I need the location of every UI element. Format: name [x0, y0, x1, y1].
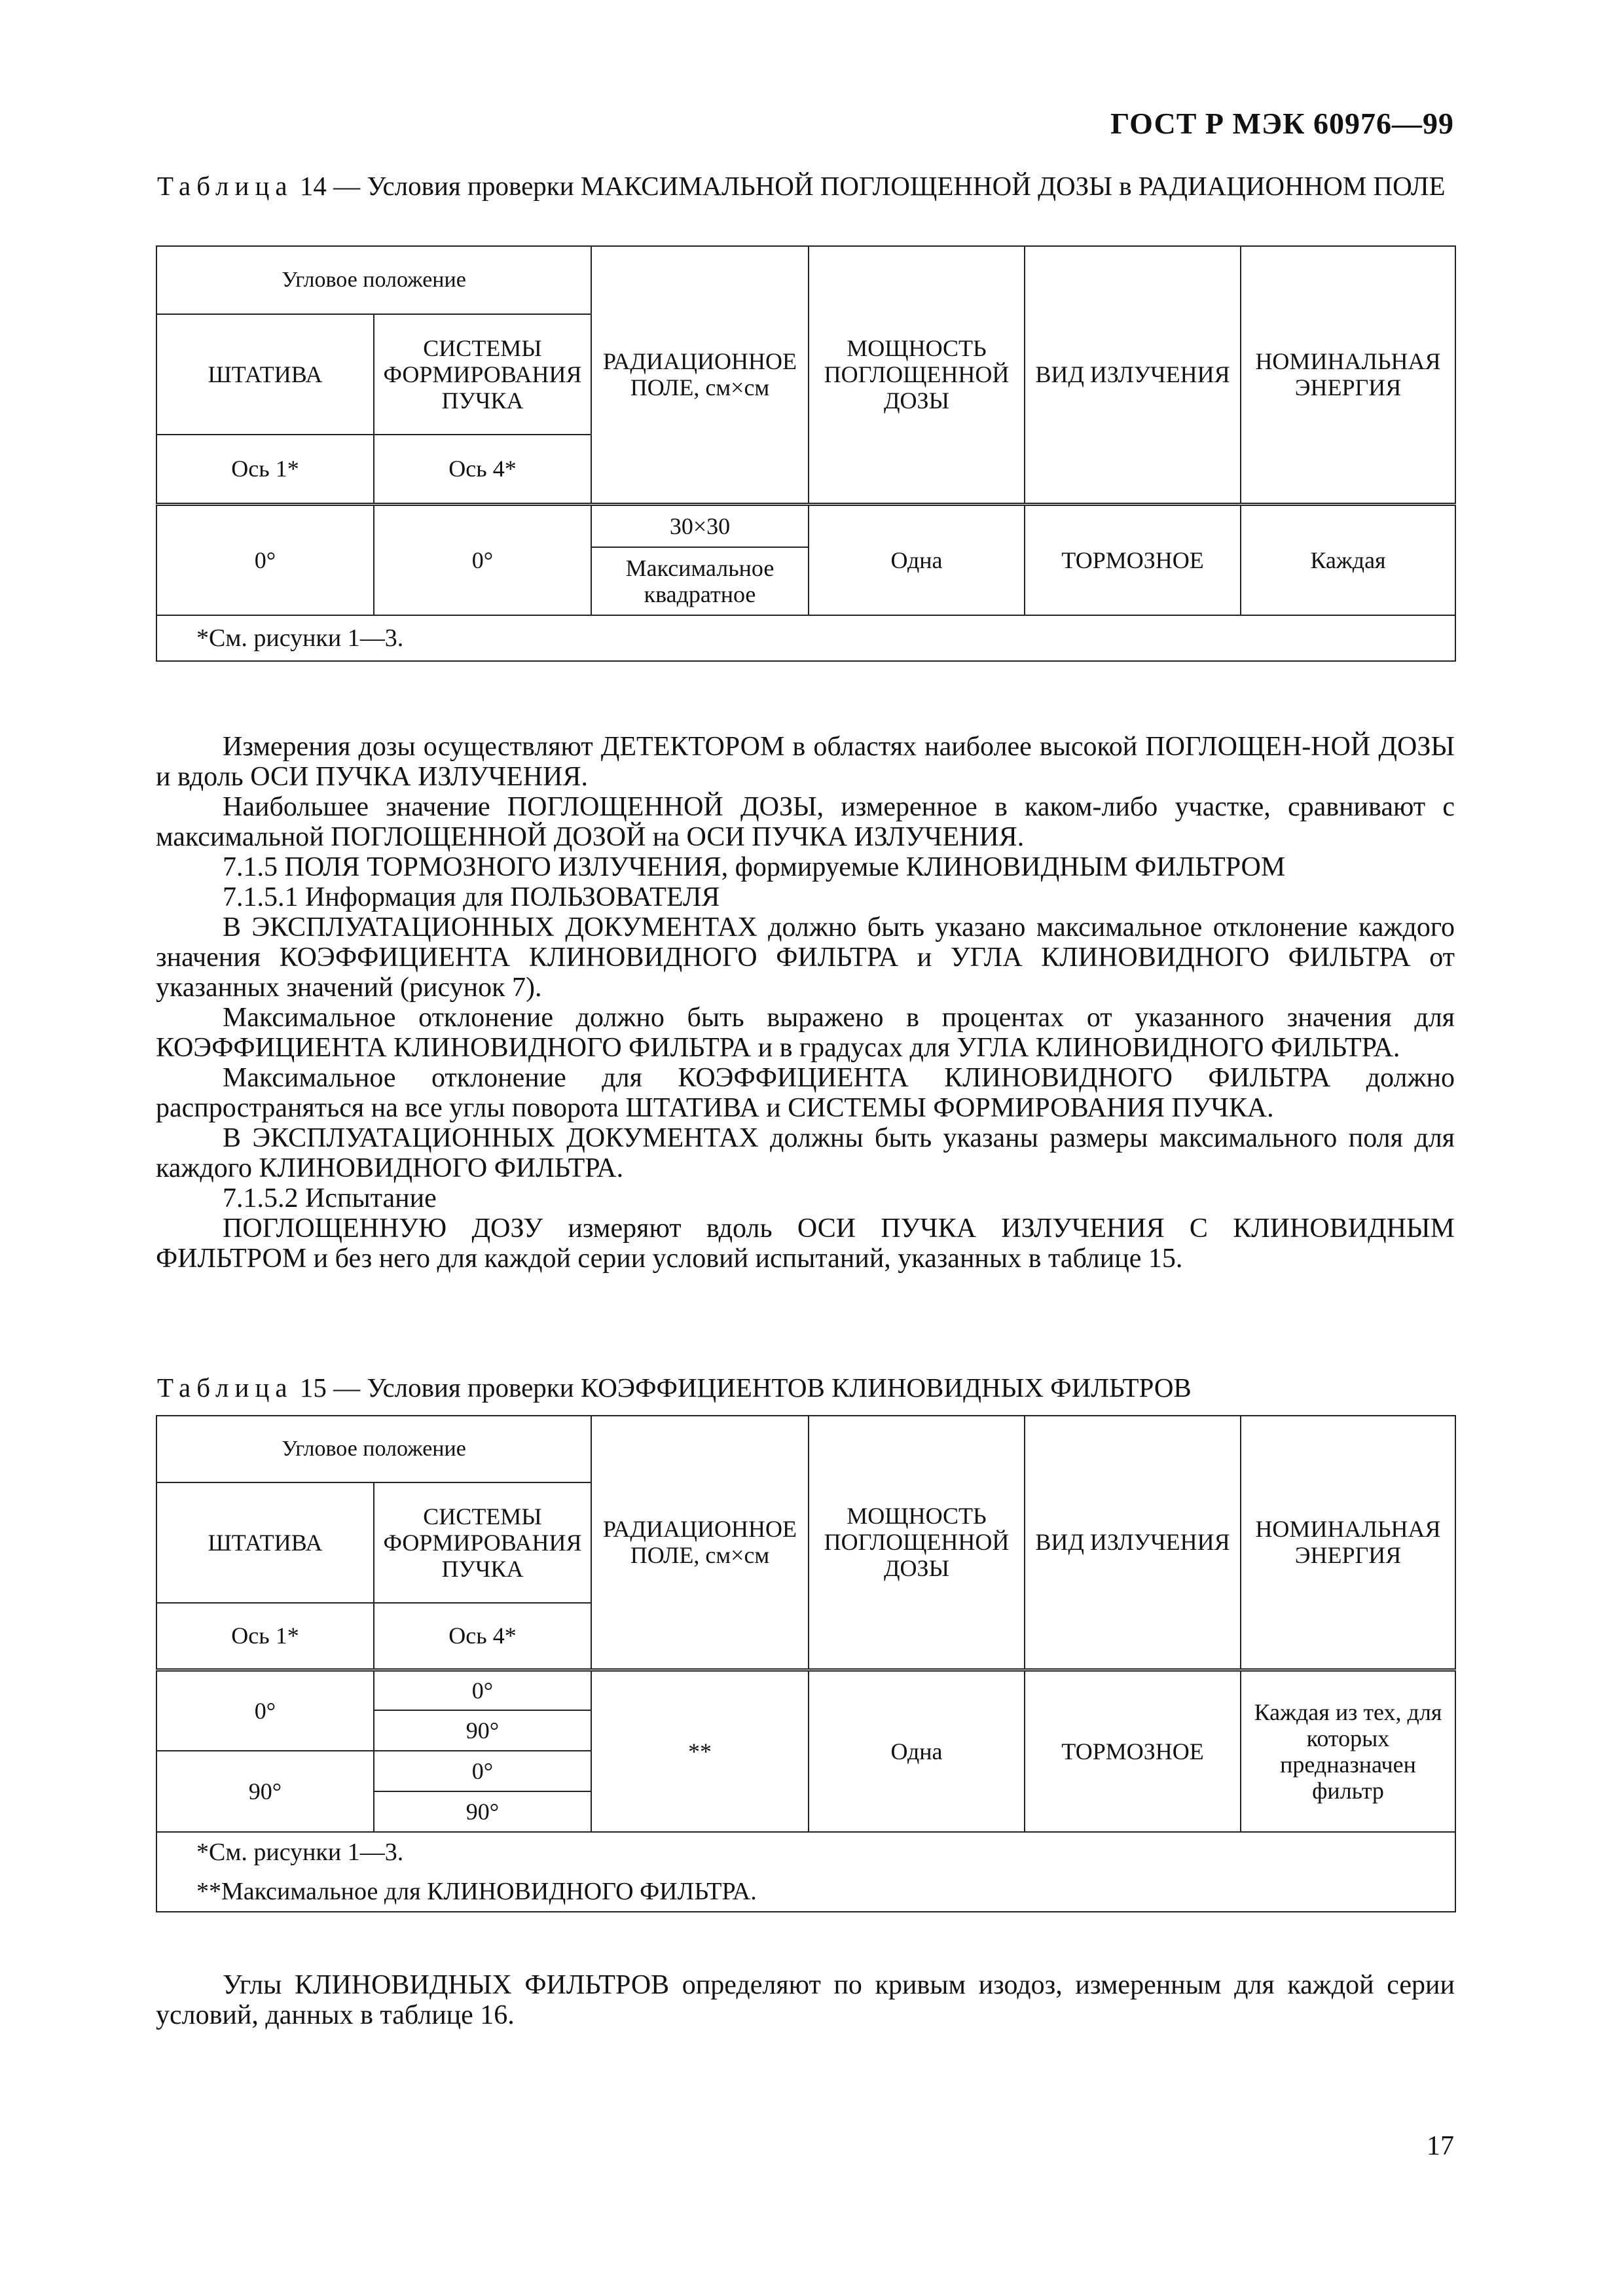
paragraph: Максимальное отклонение должно быть выражено в процентах от указанного значения для КОЭФФИЦИЕНТА КЛИНОВИДНОГО ФИЛЬТРА и в градусах для УГЛА КЛИНОВИДНОГО ФИЛЬТРА.	[156, 1003, 1455, 1063]
nominal-energy-header: НОМИНАЛЬНАЯ ЭНЕРГИЯ	[1241, 1416, 1455, 1670]
body-text-2	[156, 1970, 1455, 2030]
beam-angle-cell: 90°	[374, 1791, 591, 1832]
gantry-header: ШТАТИВА	[156, 1482, 374, 1603]
section-heading: 7.1.5 ПОЛЯ ТОРМОЗНОГО ИЗЛУЧЕНИЯ, формируемые КЛИНОВИДНЫМ ФИЛЬТРОМ	[223, 852, 1286, 882]
standard-designation: ГОСТ Р МЭК 60976—99	[1110, 107, 1454, 140]
dose-rate-cell: Одна	[809, 504, 1025, 615]
table15-caption-word: Таблица	[157, 1372, 293, 1403]
radiation-type-header: ВИД ИЗЛУЧЕНИЯ	[1025, 1416, 1241, 1670]
table14-caption	[157, 171, 1454, 200]
gantry-angle-cell: 90°	[156, 1751, 374, 1832]
axis-4-label: Ось 4*	[374, 1603, 591, 1670]
section-heading: 7.1.5.2 Испытание	[223, 1183, 437, 1213]
paragraph: В ЭКСПЛУАТАЦИОННЫХ ДОКУМЕНТАХ должно быть указано максимальное отклонение каждого значения КОЭФФИЦИЕНТА КЛИНОВИДНОГО ФИЛЬТРА и УГЛА КЛИНОВИДНОГО ФИЛЬТРА от указанных значений (рисунок 7).	[156, 912, 1455, 1003]
paragraph: ПОГЛОЩЕННУЮ ДОЗУ измеряют вдоль ОСИ ПУЧКА ИЗЛУЧЕНИЯ С КЛИНОВИДНЫМ ФИЛЬТРОМ и без него для каждой серии условий испытаний, указанных в таблице 15.	[156, 1213, 1455, 1274]
gantry-angle-cell: 0°	[156, 504, 374, 615]
table15-footnote-2: **Максимальное для КЛИНОВИДНОГО ФИЛЬТРА.	[156, 1871, 1455, 1912]
beam-angle-cell: 0°	[374, 504, 591, 615]
paragraph: Наибольшее значение ПОГЛОЩЕННОЙ ДОЗЫ, измеренное в каком-либо участке, сравнивают с максимальной ПОГЛОЩЕННОЙ ДОЗОЙ на ОСИ ПУЧКА ИЗЛУЧЕНИЯ.	[156, 792, 1455, 852]
radiation-type-cell: ТОРМОЗНОЕ	[1025, 504, 1241, 615]
gantry-header: ШТАТИВА	[156, 314, 374, 435]
beam-angle-cell: 90°	[374, 1710, 591, 1751]
section-heading: 7.1.5.1 Информация для ПОЛЬЗОВАТЕЛЯ	[223, 882, 720, 912]
gantry-angle-cell: 0°	[156, 1670, 374, 1751]
beam-angle-cell: 0°	[374, 1751, 591, 1791]
table14-footnote: *См. рисунки 1—3.	[156, 615, 1455, 661]
table15-footnote-1: *См. рисунки 1—3.	[156, 1832, 1455, 1871]
axis-1-label: Ось 1*	[156, 1603, 374, 1670]
body-text-1	[156, 732, 1455, 1274]
radiation-type-header: ВИД ИЗЛУЧЕНИЯ	[1025, 246, 1241, 504]
paragraph: Максимальное отклонение для КОЭФФИЦИЕНТА КЛИНОВИДНОГО ФИЛЬТРА должно распространяться на все углы поворота ШТАТИВА и СИСТЕМЫ ФОРМИРОВАНИЯ ПУЧКА.	[156, 1063, 1455, 1123]
beam-angle-cell: 0°	[374, 1670, 591, 1710]
beam-system-header: СИСТЕМЫ ФОРМИРОВАНИЯ ПУЧКА	[374, 1482, 591, 1603]
energy-cell: Каждая из тех, для которых предназначен фильтр	[1241, 1670, 1455, 1832]
field-size-cell: **	[591, 1670, 809, 1832]
table15-caption-text: 15 — Условия проверки КОЭФФИЦИЕНТОВ КЛИНОВИДНЫХ ФИЛЬТРОВ	[299, 1372, 1192, 1403]
dose-rate-header: МОЩНОСТЬ ПОГЛОЩЕННОЙ ДОЗЫ	[809, 1416, 1025, 1670]
table14-caption-text: 14 — Условия проверки МАКСИМАЛЬНОЙ ПОГЛОЩЕННОЙ ДОЗЫ в РАДИАЦИОННОМ ПОЛЕ	[299, 171, 1446, 201]
radiation-field-header: РАДИАЦИОННОЕ ПОЛЕ, см×см	[591, 246, 809, 504]
table15-caption	[157, 1373, 1454, 1402]
field-size-cell: 30×30	[591, 504, 809, 547]
angular-position-header: Угловое положение	[156, 1416, 591, 1482]
table-15	[156, 1415, 1456, 1912]
axis-4-label: Ось 4*	[374, 435, 591, 504]
table14-caption-word: Таблица	[157, 171, 293, 201]
axis-1-label: Ось 1*	[156, 435, 374, 504]
beam-system-header: СИСТЕМЫ ФОРМИРОВАНИЯ ПУЧКА	[374, 314, 591, 435]
radiation-field-header: РАДИАЦИОННОЕ ПОЛЕ, см×см	[591, 1416, 809, 1670]
page-number: 17	[1427, 2131, 1454, 2161]
field-max-square-cell: Максимальное квадратное	[591, 547, 809, 615]
dose-rate-cell: Одна	[809, 1670, 1025, 1832]
nominal-energy-header: НОМИНАЛЬНАЯ ЭНЕРГИЯ	[1241, 246, 1455, 504]
radiation-type-cell: ТОРМОЗНОЕ	[1025, 1670, 1241, 1832]
dose-rate-header: МОЩНОСТЬ ПОГЛОЩЕННОЙ ДОЗЫ	[809, 246, 1025, 504]
table-14	[156, 245, 1456, 662]
energy-cell: Каждая	[1241, 504, 1455, 615]
angular-position-header: Угловое положение	[156, 246, 591, 314]
paragraph: Углы КЛИНОВИДНЫХ ФИЛЬТРОВ определяют по кривым изодоз, измеренным для каждой серии условий, данных в таблице 16.	[156, 1970, 1455, 2030]
paragraph: В ЭКСПЛУАТАЦИОННЫХ ДОКУМЕНТАХ должны быть указаны размеры максимального поля для каждого КЛИНОВИДНОГО ФИЛЬТРА.	[156, 1123, 1455, 1183]
paragraph: Измерения дозы осуществляют ДЕТЕКТОРОМ в областях наиболее высокой ПОГЛОЩЕН-НОЙ ДОЗЫ и вдоль ОСИ ПУЧКА ИЗЛУЧЕНИЯ.	[156, 732, 1455, 792]
